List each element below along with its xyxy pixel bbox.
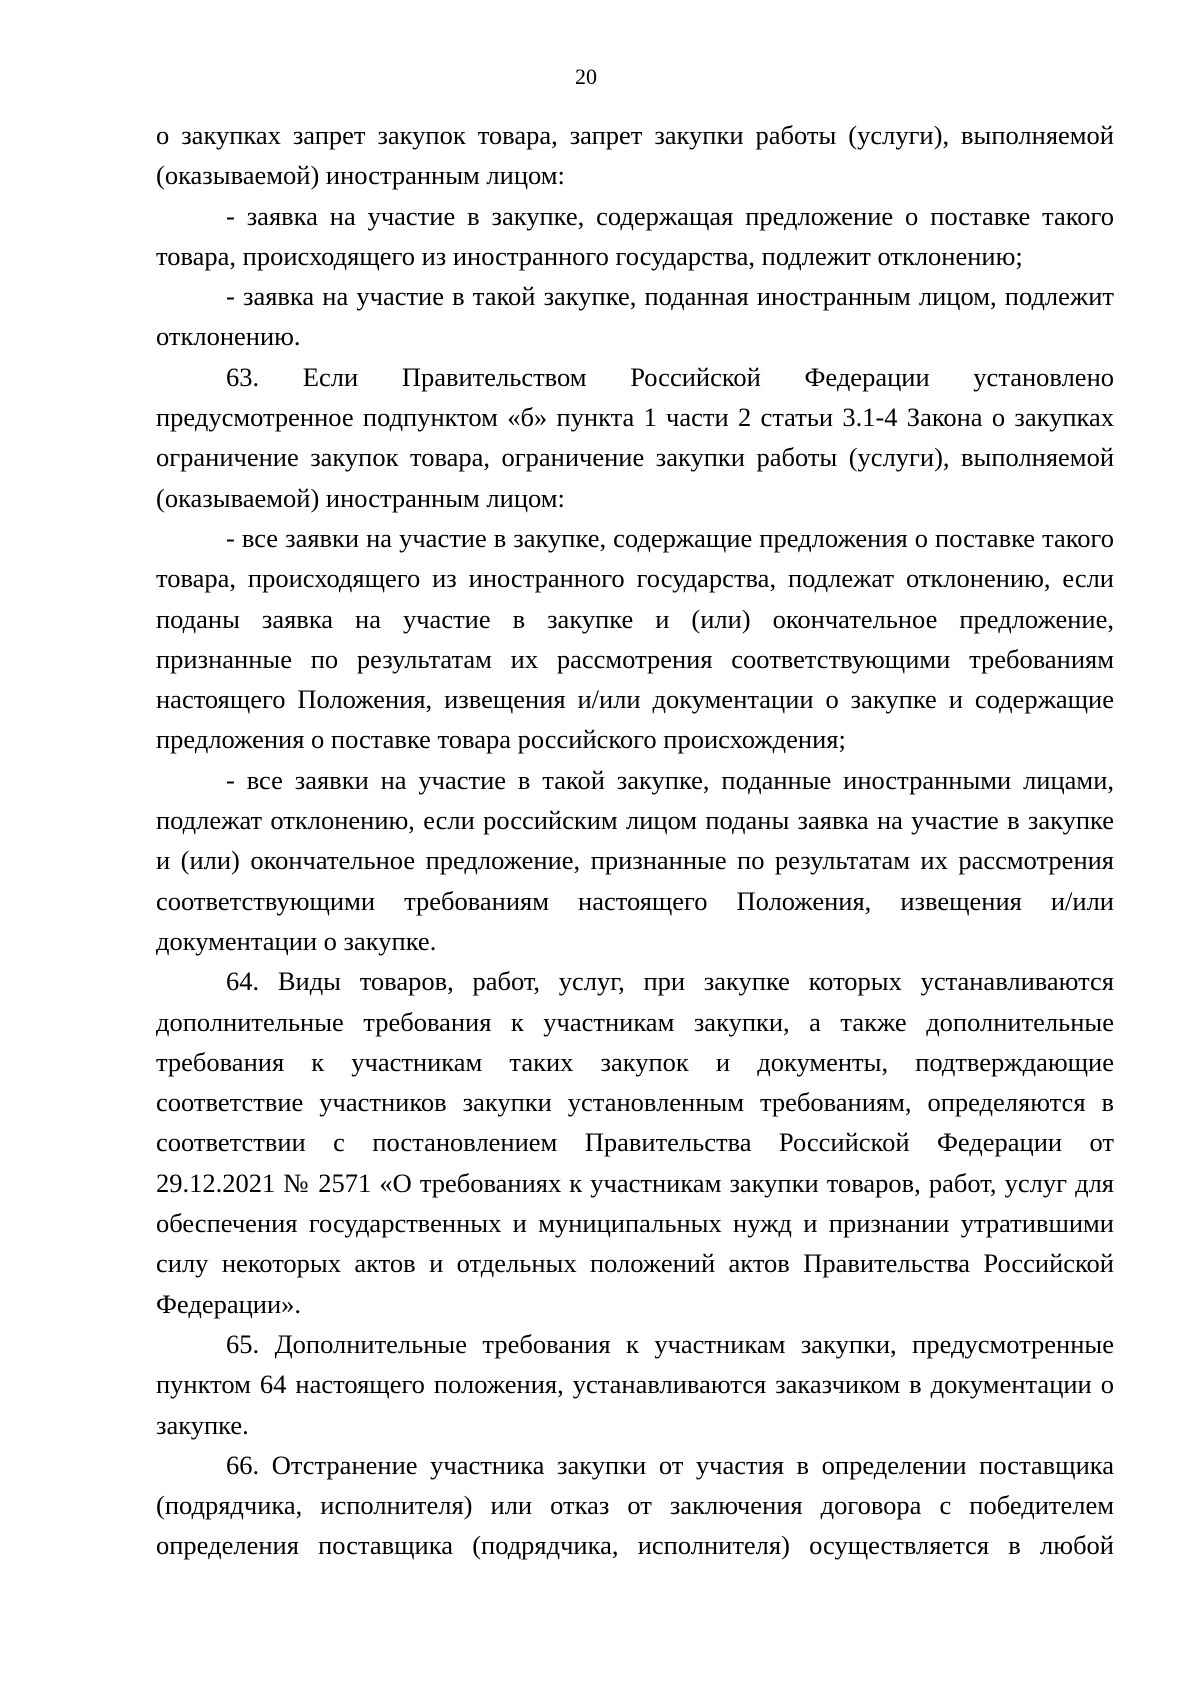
paragraph-bullet: - заявка на участие в такой закупке, поданная иностранным лицом, подлежит отклонению. [156, 281, 1114, 352]
paragraph-clause-64: 64. Виды товаров, работ, услуг, при закупке которых устанавливаются дополнительные требования к участникам закупки, а также дополнительные требования к участникам таких закупок и документы, подтверждающие соответствие участников закупки установленным требованиям, определяются в соответствии с постановлением Правительства Российской Федерации от 29.12.2021 № 2571 «О требованиях к участникам закупки товаров, работ, услуг для обеспечения государственных и муниципальных нужд и признании утратившими силу некоторых актов и отдельных положений актов Правительства Российской Федерации». [156, 966, 1114, 1319]
paragraph-continuation: о закупках запрет закупок товара, запрет закупки работы (услуги), выполняемой (оказываемой) иностранным лицом: [156, 120, 1114, 191]
page-number: 20 [575, 64, 597, 89]
paragraph-bullet: - заявка на участие в закупке, содержащая предложение о поставке такого товара, происходящего из иностранного государства, подлежит отклонению; [156, 200, 1114, 271]
paragraph-bullet: - все заявки на участие в такой закупке, поданные иностранными лицами, подлежат отклонению, если российским лицом поданы заявка на участие в закупке и (или) окончательное предложение, признанные по результатам их рассмотрения соответствующими требованиям настоящего Положения, извещения и/или документации о закупке. [156, 764, 1114, 956]
document-body [156, 115, 1114, 1566]
paragraph-bullet: - все заявки на участие в закупке, содержащие предложения о поставке такого товара, происходящего из иностранного государства, подлежат отклонению, если поданы заявка на участие в закупке и (или) окончательное предложение, признанные по результатам их рассмотрения соответствующими требованиям настоящего Положения, извещения и/или документации о закупке и содержащие предложения о поставке товара российского происхождения; [156, 522, 1114, 755]
paragraph-clause-63: 63. Если Правительством Российской Федерации установлено предусмотренное подпунктом «б» пункта 1 части 2 статьи 3.1-4 Закона о закупках ограничение закупок товара, ограничение закупки работы (услуги), выполняемой (оказываемой) иностранным лицом: [156, 361, 1114, 513]
paragraph-clause-66: 66. Отстранение участника закупки от участия в определении поставщика (подрядчика, исполнителя) или отказ от заключения договора с победителем определения поставщика (подрядчика, исполнителя) осуществляется в любой [156, 1449, 1114, 1561]
paragraph-clause-65: 65. Дополнительные требования к участникам закупки, предусмотренные пунктом 64 настоящего положения, устанавливаются заказчиком в документации о закупке. [156, 1328, 1114, 1440]
